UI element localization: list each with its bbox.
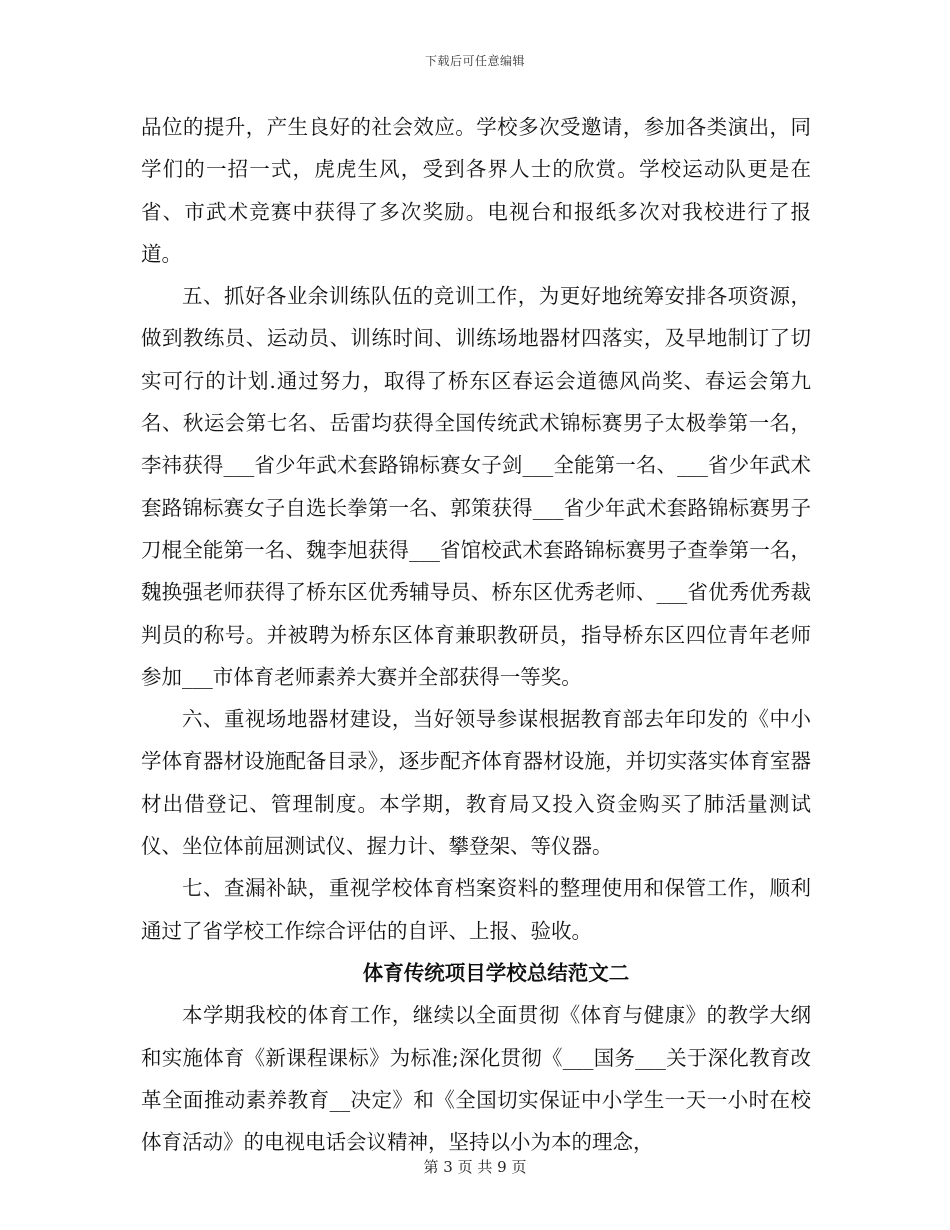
section-heading: 体育传统项目学校总结范文二 — [362, 960, 630, 985]
document-body — [141, 106, 811, 1163]
paragraph-section-7: 七、查漏补缺，重视学校体育档案资料的整理使用和保管工作，顺利通过了省学校工作综合评估的自评、上报、验收。 — [141, 876, 811, 943]
paragraph-section-6: 六、重视场地器材建设，当好领导参谋根据教育部去年印发的《中小学体育器材设施配备目录》，逐步配齐体育器材设施，并切实落实体育室器材出借登记、管理制度。本学期，教育局又投入资金购买了肺活量测试仪、坐位体前屈测试仪、握力计、攀登架、等仪器。 — [141, 707, 811, 859]
page-header: 下载后可任意编辑 — [424, 54, 525, 68]
paragraph-intro-2: 本学期我校的体育工作，继续以全面贯彻《体育与健康》的教学大纲和实施体育《新课程课标》为标准;深化贯彻《___国务___关于深化教育改革全面推动素养教育__决定》和《全国切实保证中小学生一天一小时在校体育活动》的电视电话会议精神，坚持以小为本的理念， — [141, 1003, 811, 1155]
paragraph-continuation: 品位的提升，产生良好的社会效应。学校多次受邀请，参加各类演出，同学们的一招一式，虎虎生风，受到各界人士的欣赏。学校运动队更是在省、市武术竞赛中获得了多次奖励。电视台和报纸多次对我校进行了报道。 — [141, 115, 811, 266]
paragraph-section-5: 五、抓好各业余训练队伍的竞训工作，为更好地统筹安排各项资源，做到教练员、运动员、训练时间、训练场地器材四落实，及早地制订了切实可行的计划.通过努力，取得了桥东区春运会道德风尚奖、春运会第九名、秋运会第七名、岳雷均获得全国传统武术锦标赛男子太极拳第一名，李祎获得___省少年武术套路锦标赛女子剑___全能第一名、___省少年武术套路锦标赛女子自选长拳第一名、郭策获得___省少年武术套路锦标赛男子刀棍全能第一名、魏李旭获得___省馆校武术套路锦标赛男子查拳第一名，魏换强老师获得了桥东区优秀辅导员、桥东区优秀老师、___省优秀优秀裁判员的称号。并被聘为桥东区体育兼职教研员，指导桥东区四位青年老师参加___市体育老师素养大赛并全部获得一等奖。 — [141, 284, 811, 689]
page-footer: 第 3 页 共 9 页 — [423, 1158, 527, 1176]
